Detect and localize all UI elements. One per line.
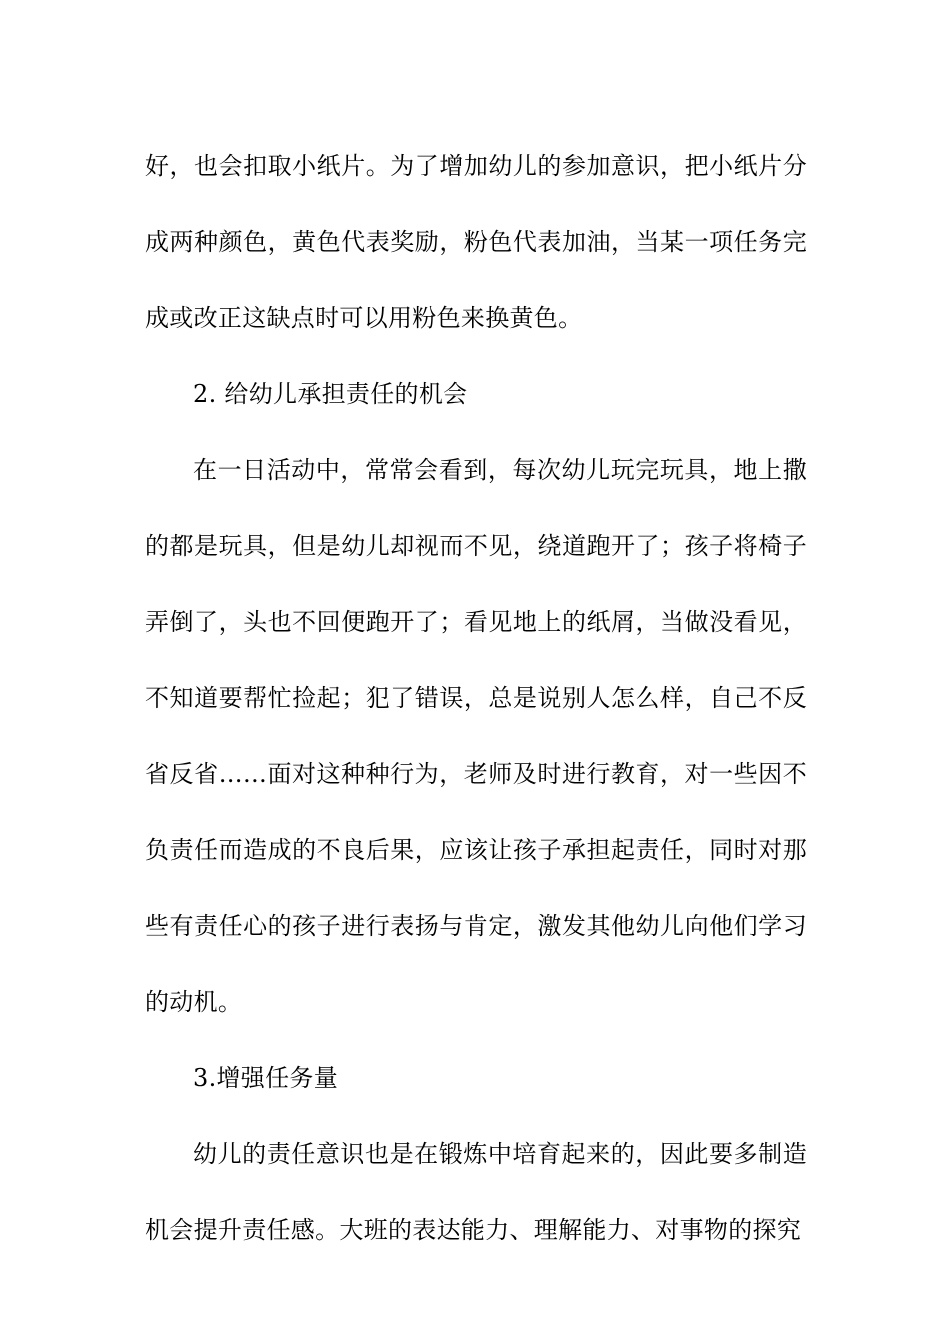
document-body [145,128,807,1268]
paragraph-continuation: 好，也会扣取小纸片。为了增加幼儿的参加意识，把小纸片分成两种颜色，黄色代表奖励，粉色代表加油，当某一项任务完成或改正这缺点时可以用粉色来换黄色。 [145,152,807,332]
section-heading-3: 3.增强任务量 [193,1064,338,1092]
section-heading-2: 2. 给幼儿承担责任的机会 [193,380,468,408]
paragraph-responsibility: 在一日活动中，常常会看到，每次幼儿玩完玩具，地上撒的都是玩具，但是幼儿却视而不见，绕道跑开了；孩子将椅子弄倒了，头也不回便跑开了；看见地上的纸屑，当做没看见，不知道要帮忙捡起；犯了错误，总是说别人怎么样，自己不反省反省……面对这种种行为，老师及时进行教育，对一些因不负责任而造成的不良后果，应该让孩子承担起责任，同时对那些有责任心的孩子进行表扬与肯定，激发其他幼儿向他们学习的动机。 [145,456,807,1016]
paragraph-task-volume: 幼儿的责任意识也是在锻炼中培育起来的，因此要多制造机会提升责任感。大班的表达能力、理解能力、对事物的探究 [145,1140,807,1244]
